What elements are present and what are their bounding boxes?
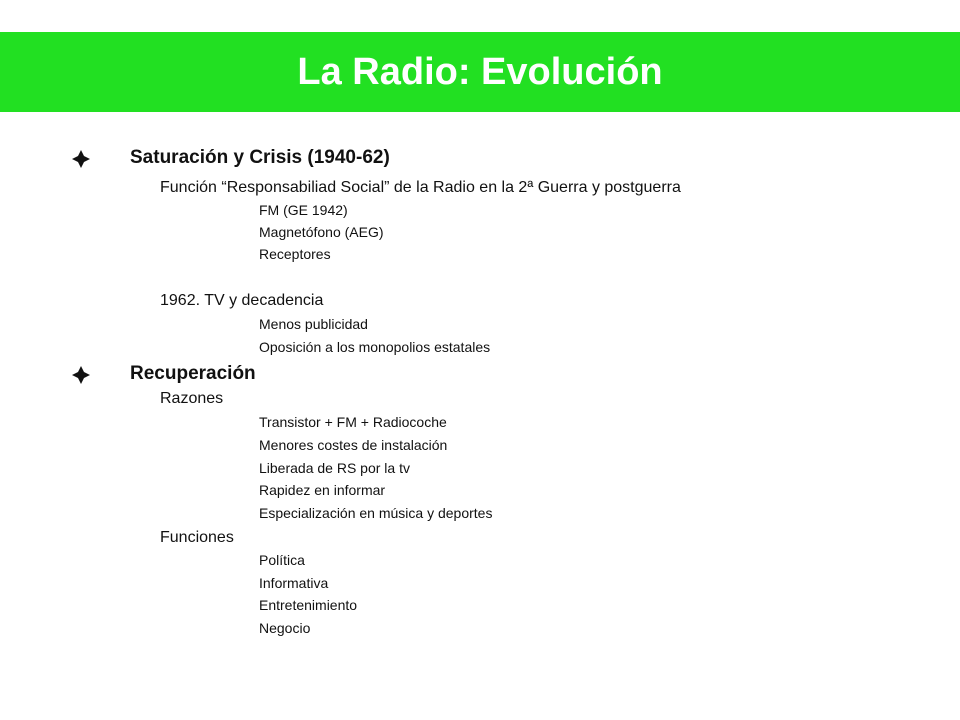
list-item: Menores costes de instalación bbox=[259, 437, 448, 453]
list-item: Magnetófono (AEG) bbox=[259, 224, 384, 240]
group-label: Función “Responsabiliad Social” de la Radio en la 2ª Guerra y postguerra bbox=[160, 179, 681, 196]
list-item: Oposición a los monopolios estatales bbox=[259, 339, 491, 355]
section-heading: Recuperación bbox=[130, 363, 256, 384]
diamond-bullet-icon bbox=[70, 364, 92, 386]
list-item: FM (GE 1942) bbox=[259, 202, 348, 218]
list-item: Menos publicidad bbox=[259, 316, 368, 332]
group-label: 1962. TV y decadencia bbox=[160, 292, 324, 309]
list-item: Receptores bbox=[259, 246, 331, 262]
list-item: Especialización en música y deportes bbox=[259, 505, 493, 521]
list-item: Liberada de RS por la tv bbox=[259, 460, 410, 476]
list-item: Transistor + FM + Radiocoche bbox=[259, 414, 447, 430]
group-label: Funciones bbox=[160, 529, 234, 546]
slide-title: La Radio: Evolución bbox=[297, 50, 663, 93]
list-item: Entretenimiento bbox=[259, 597, 358, 613]
list-item: Informativa bbox=[259, 575, 329, 591]
list-item: Política bbox=[259, 552, 305, 568]
diamond-bullet-icon bbox=[70, 148, 92, 170]
section-heading: Saturación y Crisis (1940-62) bbox=[130, 147, 390, 168]
group-label: Razones bbox=[160, 390, 224, 407]
list-item: Negocio bbox=[259, 620, 311, 636]
list-item: Rapidez en informar bbox=[259, 482, 386, 498]
